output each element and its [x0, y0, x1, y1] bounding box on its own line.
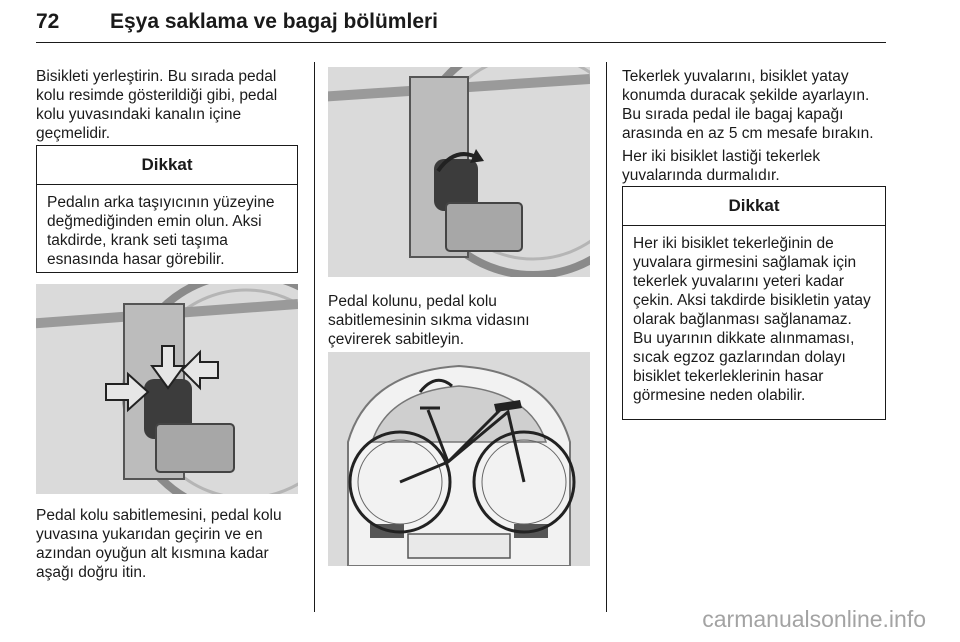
- figure-pedal-clamp-screw: [328, 67, 590, 277]
- notice-box-1: [36, 145, 298, 273]
- figure-1-caption: Pedal kolu sabitlemesini, pedal kolu yuvasına yukarıdan geçirin ve en azından oyuğun alt kısmına kadar aşağı doğru itin.: [36, 507, 282, 581]
- intro-paragraph: Bisikleti yerleştirin. Bu sırada pedal kolu resimde gösterildiği gibi, pedal kolu yuvasındaki kanalın içine geçmelidir.: [36, 68, 278, 142]
- page-number: 72: [36, 10, 60, 33]
- column-divider-2: [606, 62, 607, 612]
- notice-box-2: [622, 186, 886, 420]
- column-divider-1: [314, 62, 315, 612]
- page-title: Eşya saklama ve bagaj bölümleri: [110, 10, 439, 33]
- figure-bike-on-carrier: [328, 352, 590, 566]
- header-rule: [36, 42, 886, 43]
- figure-2-caption: Pedal kolunu, pedal kolu sabitlemesinin sıkma vidasını çevirerek sabitleyin.: [328, 293, 530, 348]
- notice-body: Her iki bisiklet tekerleğinin de yuvalara girmesini sağlamak için tekerlek yuvalarını yeteri kadar çekin. Aksi takdirde bisikletin yatay olarak bağlanması sağlanamaz. Bu uyarının dikkate alınmaması, sıcak egzoz gazlarından dolayı bisiklet tekerleklerinin hasar görmesine neden olabilir.: [633, 235, 871, 404]
- notice-title: Dikkat: [37, 146, 297, 185]
- notice-body: Pedalın arka taşıyıcının yüzeyine değmediğinden emin olun. Aksi takdirde, krank seti taşıma esnasında hasar görebilir.: [47, 194, 275, 268]
- watermark: carmanualsonline.info: [702, 606, 926, 632]
- figure-pedal-holder-arrows: [36, 284, 298, 494]
- paragraph-both-tyres: Her iki bisiklet lastiği tekerlek yuvalarında durmalıdır.: [622, 148, 821, 184]
- paragraph-wheel-holders: Tekerlek yuvalarını, bisiklet yatay konumda duracak şekilde ayarlayın. Bu sırada pedal ile bagaj kapağı arasında en az 5 cm mesafe bırakın.: [622, 68, 874, 142]
- notice-title: Dikkat: [623, 187, 885, 226]
